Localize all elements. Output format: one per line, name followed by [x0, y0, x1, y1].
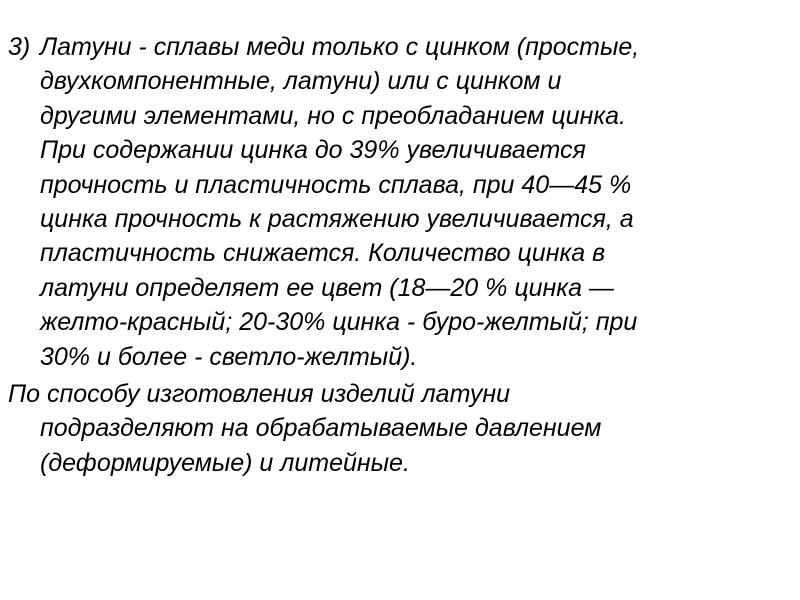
text-line: подразделяют на обрабатываемые давлением: [40, 414, 602, 443]
paragraph-brass-definition: [8, 30, 792, 374]
text-line: При содержании цинка до 39% увеличивается: [40, 136, 586, 165]
text-line: цинка прочность к растяжению увеличивается, а: [40, 205, 634, 234]
text-line: По способу изготовления изделий латуни: [8, 380, 511, 409]
slide-text-body: [8, 30, 792, 480]
text-line: пластичность снижается. Количество цинка в: [40, 239, 606, 268]
text-line: латуни определяет ее цвет (18—20 % цинка —: [40, 273, 614, 302]
text-line: прочность и пластичность сплава, при 40—45 %: [40, 170, 632, 199]
text-line: желто-красный; 20-30% цинка - буро-желтый; при: [40, 308, 638, 337]
paragraph-brass-classification: [8, 377, 792, 480]
paragraph-body: [8, 377, 792, 480]
text-line: другими элементами, но с преобладанием цинка.: [40, 101, 626, 130]
text-line: (деформируемые) и литейные.: [40, 448, 410, 477]
text-line: двухкомпонентные, латуни) или с цинком и: [40, 67, 562, 96]
list-number: 3): [8, 33, 31, 61]
text-line: 30% и более - светло-желтый).: [40, 342, 418, 371]
paragraph-body: [40, 30, 792, 374]
text-line: Латуни - сплавы меди только с цинком (простые,: [40, 33, 640, 61]
